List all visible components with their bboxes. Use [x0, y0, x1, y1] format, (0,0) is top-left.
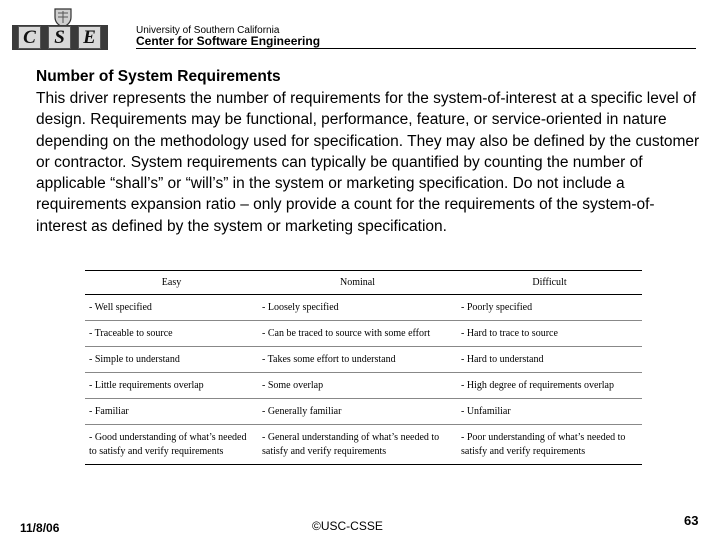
logo-letter-s: S — [48, 26, 71, 49]
table-cell: - Simple to understand — [85, 347, 258, 373]
table-cell: - Familiar — [85, 399, 258, 425]
header-nominal: Nominal — [258, 271, 457, 295]
table-cell: - Poorly specified — [457, 295, 642, 321]
table-cell: - Generally familiar — [258, 399, 457, 425]
requirements-table — [85, 270, 642, 465]
logo-letter-c: C — [18, 26, 41, 49]
table-header-row — [85, 271, 642, 295]
slide-body-text: This driver represents the number of requirements for the system-of-interest at a specific level of design. Requirements may be functional, performance, feature, or service-oriented in nature depending on the methodology used for specification. They may also be defined by the customer or contractor. System requirements can typically be quantified by counting the number of applicable “shall’s” or “will’s” in the system or marketing specification. Do not include a requirements expansion ratio – only provide a count for the requirements of the system-of-interest as defined by the system or marketing specification. — [36, 90, 700, 235]
table-cell: - General understanding of what’s needed to satisfy and verify requirements — [258, 425, 457, 465]
table-row — [85, 425, 642, 465]
table-cell: - Little requirements overlap — [85, 373, 258, 399]
table-cell: - Loosely specified — [258, 295, 457, 321]
table-cell: - Well specified — [85, 295, 258, 321]
cse-logo — [12, 4, 108, 54]
logo-letter-e: E — [78, 26, 101, 49]
table-cell: - Hard to trace to source — [457, 321, 642, 347]
table-row — [85, 347, 642, 373]
header-rule — [136, 48, 696, 49]
table-cell: - Poor understanding of what’s needed to satisfy and verify requirements — [457, 425, 642, 465]
page-number: 63 — [684, 513, 699, 528]
table-cell: - Can be traced to source with some effort — [258, 321, 457, 347]
table-cell: - Traceable to source — [85, 321, 258, 347]
table-cell: - High degree of requirements overlap — [457, 373, 642, 399]
table-row — [85, 295, 642, 321]
header-easy: Easy — [85, 271, 258, 295]
table-cell: - Unfamiliar — [457, 399, 642, 425]
university-name: University of Southern California — [136, 25, 280, 36]
table-row — [85, 373, 642, 399]
table-cell: - Takes some effort to understand — [258, 347, 457, 373]
slide-title: Number of System Requirements — [36, 68, 281, 85]
header-difficult: Difficult — [457, 271, 642, 295]
table-cell: - Good understanding of what’s needed to satisfy and verify requirements — [85, 425, 258, 465]
footer-copyright: ©USC-CSSE — [312, 519, 383, 533]
table-row — [85, 399, 642, 425]
table-row — [85, 321, 642, 347]
footer-date: 11/8/06 — [20, 521, 60, 535]
table-cell: - Hard to understand — [457, 347, 642, 373]
table-cell: - Some overlap — [258, 373, 457, 399]
center-name: Center for Software Engineering — [136, 34, 321, 48]
